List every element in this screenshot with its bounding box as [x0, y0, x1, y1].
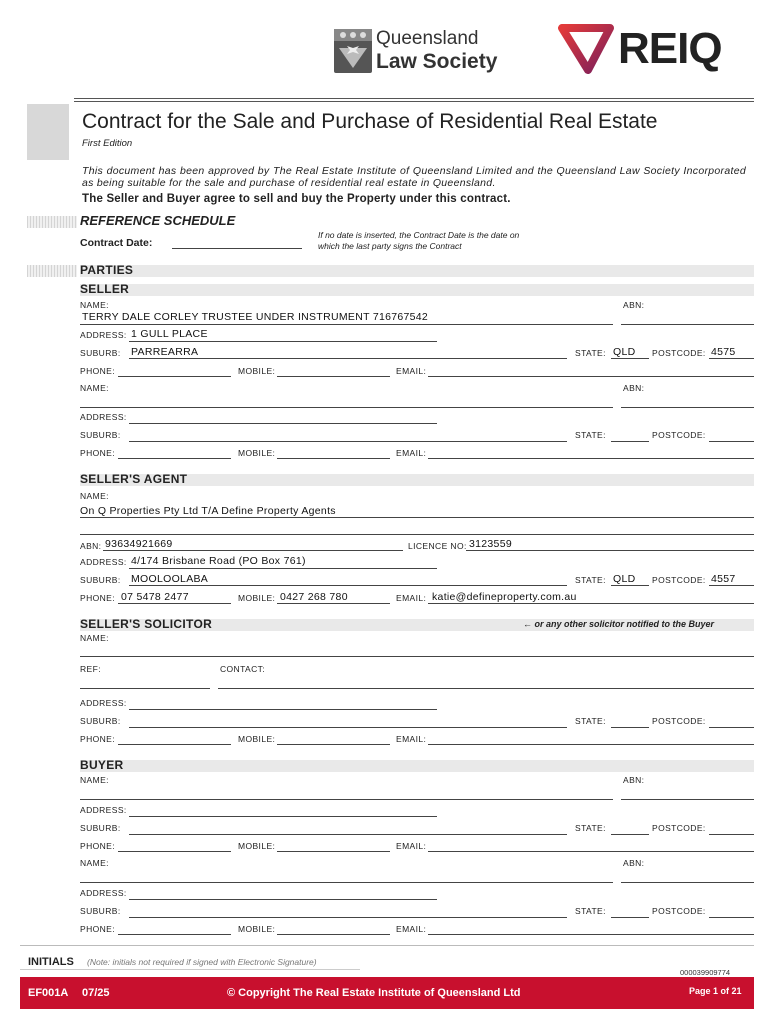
- initials-label: INITIALS: [28, 956, 74, 968]
- seller2-address-field[interactable]: [129, 423, 437, 424]
- seller1-mobile-label: MOBILE:: [238, 366, 276, 376]
- buyer-heading: BUYER: [80, 758, 124, 772]
- seller2-mobile-field[interactable]: [277, 458, 390, 459]
- edition: First Edition: [82, 138, 133, 149]
- seller1-name-value: TERRY DALE CORLEY TRUSTEE UNDER INSTRUMENT 716767542: [82, 311, 429, 323]
- seller2-email-field[interactable]: [428, 458, 754, 459]
- agent-suburb-field[interactable]: [129, 585, 567, 586]
- qls-logo: [333, 28, 533, 78]
- solicitor-suburb-field[interactable]: [129, 727, 567, 728]
- agent-email-field[interactable]: [428, 603, 754, 604]
- buyer2-suburb-label: SUBURB:: [80, 906, 121, 916]
- form-date: 07/25: [82, 987, 110, 999]
- solicitor-ref-field[interactable]: [80, 688, 210, 689]
- buyer2-suburb-field[interactable]: [129, 917, 567, 918]
- seller2-name-label: NAME:: [80, 383, 109, 393]
- seller1-state-value: QLD: [613, 346, 636, 358]
- contract-date-label: Contract Date:: [80, 237, 153, 249]
- solicitor-state-field[interactable]: [611, 727, 649, 728]
- solicitor-mobile-label: MOBILE:: [238, 734, 276, 744]
- solicitor-postcode-label: POSTCODE:: [652, 716, 706, 726]
- buyer2-postcode-field[interactable]: [709, 917, 754, 918]
- agent-licence-label: LICENCE NO:: [408, 541, 467, 551]
- agent-licence-field[interactable]: [466, 550, 754, 551]
- doc-number: 000039909774: [680, 968, 731, 977]
- parties-heading: PARTIES: [80, 263, 134, 277]
- solicitor-mobile-field[interactable]: [277, 744, 390, 745]
- seller-heading: SELLER: [80, 282, 130, 296]
- seller2-suburb-field[interactable]: [129, 441, 567, 442]
- agent-postcode-field[interactable]: [709, 585, 754, 586]
- buyer1-address-field[interactable]: [129, 816, 437, 817]
- seller2-postcode-field[interactable]: [709, 441, 754, 442]
- solicitor-phone-field[interactable]: [118, 744, 231, 745]
- approval-text: This document has been approved by The Real Estate Institute of Queensland Limited and the Queensland Law Society Incorporated as being suitable for the sale and purchase of residential real estate in Queensland.: [82, 165, 746, 189]
- agent-email-value: katie@defineproperty.com.au: [432, 591, 577, 603]
- buyer2-state-field[interactable]: [611, 917, 649, 918]
- agent-name-label: NAME:: [80, 491, 109, 501]
- buyer1-phone-field[interactable]: [118, 851, 231, 852]
- seller1-postcode-label: POSTCODE:: [652, 348, 706, 358]
- buyer1-postcode-label: POSTCODE:: [652, 823, 706, 833]
- buyer1-abn-label: ABN:: [623, 775, 645, 785]
- buyer1-email-label: EMAIL:: [396, 841, 427, 851]
- seller1-email-field[interactable]: [428, 376, 754, 377]
- arrow-left-icon: ←: [523, 619, 535, 629]
- buyer2-phone-label: PHONE:: [80, 924, 115, 934]
- agent-postcode-value: 4557: [711, 573, 736, 585]
- buyer2-postcode-label: POSTCODE:: [652, 906, 706, 916]
- qls-logo-line2: Law Society: [376, 50, 498, 73]
- seller1-suburb-field[interactable]: [129, 358, 567, 359]
- buyer2-state-label: STATE:: [575, 906, 606, 916]
- solicitor-contact-label: CONTACT:: [220, 664, 266, 674]
- copyright: © Copyright The Real Estate Institute of Queensland Ltd: [227, 987, 521, 999]
- seller1-address-field[interactable]: [129, 341, 437, 342]
- buyer2-email-label: EMAIL:: [396, 924, 427, 934]
- seller2-postcode-label: POSTCODE:: [652, 430, 706, 440]
- reiq-logo: [558, 22, 758, 78]
- buyer1-mobile-field[interactable]: [277, 851, 390, 852]
- footer-bar: [20, 977, 754, 1009]
- seller2-state-label: STATE:: [575, 430, 606, 440]
- buyer1-phone-label: PHONE:: [80, 841, 115, 851]
- solicitor-phone-label: PHONE:: [80, 734, 115, 744]
- agent-abn-field[interactable]: [103, 550, 403, 551]
- buyer2-name-field[interactable]: [80, 882, 613, 883]
- buyer1-suburb-field[interactable]: [129, 834, 567, 835]
- page-number: Page 1 of 21: [689, 986, 742, 996]
- seller1-phone-label: PHONE:: [80, 366, 115, 376]
- form-code: EF001A: [28, 987, 69, 999]
- seller1-suburb-label: SUBURB:: [80, 348, 121, 358]
- buyer2-mobile-field[interactable]: [277, 934, 390, 935]
- buyer2-mobile-label: MOBILE:: [238, 924, 276, 934]
- seller2-name-field[interactable]: [80, 407, 613, 408]
- seller2-abn-field[interactable]: [621, 407, 754, 408]
- buyer1-abn-field[interactable]: [621, 799, 754, 800]
- agent-suburb-value: MOOLOOLABA: [131, 573, 209, 585]
- solicitor-state-label: STATE:: [575, 716, 606, 726]
- agent-email-label: EMAIL:: [396, 593, 427, 603]
- agent-mobile-value: 0427 268 780: [280, 591, 348, 603]
- buyer1-mobile-label: MOBILE:: [238, 841, 276, 851]
- buyer2-abn-label: ABN:: [623, 858, 645, 868]
- solicitor-email-label: EMAIL:: [396, 734, 427, 744]
- buyer1-address-label: ADDRESS:: [80, 805, 127, 815]
- agree-text: The Seller and Buyer agree to sell and buy the Property under this contract.: [82, 193, 511, 205]
- seller1-address-label: ADDRESS:: [80, 330, 127, 340]
- solicitor-name-field[interactable]: [80, 656, 754, 657]
- solicitor-note: [523, 619, 714, 629]
- solicitor-address-field[interactable]: [129, 709, 437, 710]
- seller2-phone-field[interactable]: [118, 458, 231, 459]
- seller1-address-value: 1 GULL PLACE: [131, 328, 208, 340]
- buyer2-address-field[interactable]: [129, 899, 437, 900]
- solicitor-name-label: NAME:: [80, 633, 109, 643]
- seller1-postcode-value: 4575: [711, 346, 736, 358]
- seller1-state-field[interactable]: [611, 358, 649, 359]
- buyer1-name-field[interactable]: [80, 799, 613, 800]
- seller1-email-label: EMAIL:: [396, 366, 427, 376]
- buyer1-name-label: NAME:: [80, 775, 109, 785]
- agent-phone-value: 07 5478 2477: [121, 591, 189, 603]
- seller2-address-label: ADDRESS:: [80, 412, 127, 422]
- seller1-name-field[interactable]: [80, 324, 613, 325]
- contract-date-note: If no date is inserted, the Contract Date is the date on which the last party signs the Contract: [318, 230, 520, 251]
- seller1-phone-field[interactable]: [118, 376, 231, 377]
- contract-date-field[interactable]: [172, 248, 302, 249]
- buyer1-email-field[interactable]: [428, 851, 754, 852]
- agent-address-value: 4/174 Brisbane Road (PO Box 761): [131, 555, 306, 567]
- buyer2-name-label: NAME:: [80, 858, 109, 868]
- agent-name-field-2[interactable]: [80, 534, 754, 535]
- seller2-email-label: EMAIL:: [396, 448, 427, 458]
- solicitor-ref-label: REF:: [80, 664, 101, 674]
- seller1-suburb-value: PARREARRA: [131, 346, 199, 358]
- seller1-postcode-field[interactable]: [709, 358, 754, 359]
- page-title: Contract for the Sale and Purchase of Residential Real Estate: [82, 110, 658, 133]
- seller1-state-label: STATE:: [575, 348, 606, 358]
- buyer2-phone-field[interactable]: [118, 934, 231, 935]
- qls-crest-icon: [333, 28, 373, 76]
- solicitor-postcode-field[interactable]: [709, 727, 754, 728]
- agent-licence-value: 3123559: [469, 538, 512, 550]
- agent-name-value: On Q Properties Pty Ltd T/A Define Property Agents: [80, 505, 336, 517]
- agent-suburb-label: SUBURB:: [80, 575, 121, 585]
- solicitor-heading: SELLER'S SOLICITOR: [80, 617, 213, 631]
- reiq-triangle-icon: [558, 24, 614, 74]
- seller2-suburb-label: SUBURB:: [80, 430, 121, 440]
- seller2-mobile-label: MOBILE:: [238, 448, 276, 458]
- agent-abn-label: ABN:: [80, 541, 102, 551]
- seller1-abn-label: ABN:: [623, 300, 645, 310]
- agent-state-value: QLD: [613, 573, 636, 585]
- buyer1-state-label: STATE:: [575, 823, 606, 833]
- agent-phone-field[interactable]: [118, 603, 231, 604]
- agent-mobile-label: MOBILE:: [238, 593, 276, 603]
- agent-address-field[interactable]: [129, 568, 437, 569]
- seller1-name-label: NAME:: [80, 300, 109, 310]
- agent-postcode-label: POSTCODE:: [652, 575, 706, 585]
- seller2-phone-label: PHONE:: [80, 448, 115, 458]
- solicitor-note-text: or any other solicitor notified to the Buyer: [534, 619, 715, 629]
- buyer2-address-label: ADDRESS:: [80, 888, 127, 898]
- initials-field[interactable]: [20, 969, 360, 970]
- buyer2-abn-field[interactable]: [621, 882, 754, 883]
- seller1-mobile-field[interactable]: [277, 376, 390, 377]
- solicitor-address-label: ADDRESS:: [80, 698, 127, 708]
- reiq-wordmark: REIQ: [618, 24, 722, 73]
- agent-state-field[interactable]: [611, 585, 649, 586]
- solicitor-email-field[interactable]: [428, 744, 754, 745]
- buyer1-suburb-label: SUBURB:: [80, 823, 121, 833]
- solicitor-suburb-label: SUBURB:: [80, 716, 121, 726]
- agent-heading: SELLER'S AGENT: [80, 472, 188, 486]
- reference-heading: REFERENCE SCHEDULE: [80, 213, 236, 228]
- seller1-abn-field[interactable]: [621, 324, 754, 325]
- buyer2-email-field[interactable]: [428, 934, 754, 935]
- solicitor-contact-field[interactable]: [218, 688, 754, 689]
- agent-state-label: STATE:: [575, 575, 606, 585]
- agent-phone-label: PHONE:: [80, 593, 115, 603]
- agent-address-label: ADDRESS:: [80, 557, 127, 567]
- agent-mobile-field[interactable]: [277, 603, 390, 604]
- buyer1-state-field[interactable]: [611, 834, 649, 835]
- seller2-state-field[interactable]: [611, 441, 649, 442]
- qls-logo-line1: Queensland: [376, 28, 479, 49]
- initials-note: (Note: initials not required if signed with Electronic Signature): [87, 957, 317, 967]
- agent-name-field[interactable]: [80, 517, 754, 518]
- buyer1-postcode-field[interactable]: [709, 834, 754, 835]
- seller2-abn-label: ABN:: [623, 383, 645, 393]
- agent-abn-value: 93634921669: [105, 538, 173, 550]
